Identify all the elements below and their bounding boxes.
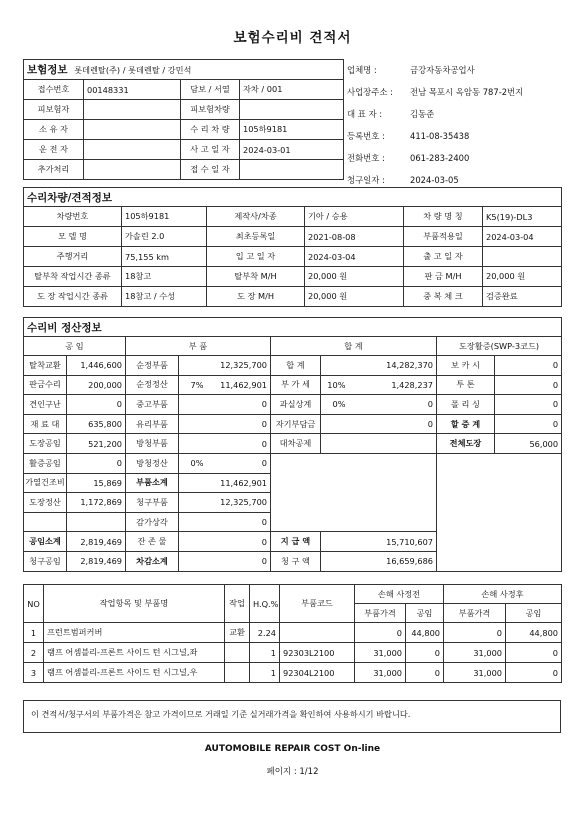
vehicle-value (483, 247, 562, 267)
labor-label: 활증공임 (24, 453, 67, 473)
parts-pct (179, 551, 207, 571)
total-value: 0 (349, 414, 437, 434)
vehicle-value: 75,155 km (122, 247, 207, 267)
items-table (23, 584, 562, 683)
vehicle-value: 18참고 (122, 267, 207, 287)
parts-value: 0 (207, 512, 271, 532)
labor-value: 635,800 (67, 414, 126, 434)
col-after: 손해 사정후 (444, 585, 562, 604)
item-after-labor: 44,800 (506, 623, 562, 643)
total-pct (321, 532, 349, 552)
vehicle-value: 105하9181 (122, 207, 207, 227)
col-after-labor: 공임 (506, 604, 562, 623)
item-hq: 1 (250, 643, 280, 663)
insurance-row (24, 140, 344, 160)
company-value: 2024-03-05 (410, 175, 459, 185)
vehicle-label: 탈부착 작업시간 종류 (24, 267, 122, 287)
vehicle-row (24, 267, 562, 287)
parts-label: 순정정산 (126, 375, 179, 395)
company-row (344, 125, 564, 147)
parts-value: 12,325,700 (207, 493, 271, 513)
paint-label: 폴 리 싱 (437, 395, 495, 415)
col-before-labor: 공임 (406, 604, 444, 623)
parts-label: 차감소계 (126, 551, 179, 571)
parts-label: 순정부품 (126, 356, 179, 376)
paint-empty (437, 453, 562, 571)
total-value: 15,710,607 (349, 532, 437, 552)
total-empty (271, 453, 437, 531)
item-name: 프런트범퍼커버 (44, 623, 225, 643)
col-before: 손해 사정전 (355, 585, 444, 604)
labor-label: 도장공임 (24, 434, 67, 454)
labor-value: 0 (67, 395, 126, 415)
labor-value: 0 (67, 453, 126, 473)
company-value: 061-283-2400 (410, 153, 470, 163)
insurance-label: 운 전 자 (24, 140, 84, 160)
parts-label: 잔 존 물 (126, 532, 179, 552)
labor-value (67, 512, 126, 532)
parts-label: 중고부품 (126, 395, 179, 415)
parts-label: 청구부품 (126, 493, 179, 513)
vehicle-row (24, 247, 562, 267)
paint-label: 투 톤 (437, 375, 495, 395)
parts-value: 11,462,901 (207, 473, 271, 493)
parts-label: 유리부품 (126, 414, 179, 434)
parts-pct (179, 512, 207, 532)
parts-pct: 0% (179, 453, 207, 473)
insurance-row (24, 80, 344, 100)
vehicle-value: 20,000 원 (305, 287, 404, 307)
paint-label: 할 증 계 (437, 414, 495, 434)
vehicle-row (24, 287, 562, 307)
company-label: 대 표 자 : (347, 109, 383, 119)
insurance-label: 접수번호 (24, 80, 84, 100)
col-after-price: 부품가격 (444, 604, 506, 623)
total-pct (321, 434, 349, 454)
parts-label: 감가상각 (126, 512, 179, 532)
item-hq: 2.24 (250, 623, 280, 643)
vehicle-label: 도 장 M/H (207, 287, 305, 307)
insurance-info-table (23, 59, 344, 180)
company-value: 김동준 (410, 109, 435, 119)
item-work (225, 643, 250, 663)
total-pct (321, 414, 349, 434)
insurance-value (84, 100, 181, 120)
vehicle-value: 가솔린 2.0 (122, 227, 207, 247)
col-before-price: 부품가격 (355, 604, 406, 623)
vehicle-label: 출 고 일 자 (404, 247, 483, 267)
total-pct (321, 356, 349, 376)
total-label: 과실상계 (271, 395, 321, 415)
item-after-price: 31,000 (444, 663, 506, 683)
parts-pct (179, 434, 207, 454)
col-work: 작업 (225, 585, 250, 623)
labor-label: 판금수리 (24, 375, 67, 395)
insurance-label: 피보험자 (24, 100, 84, 120)
paint-value: 0 (495, 395, 562, 415)
company-value: 전남 목포시 옥암동 787-2번지 (410, 87, 524, 97)
item-code: 92303L2100 (280, 643, 355, 663)
item-before-price: 0 (355, 623, 406, 643)
item-after-labor: 0 (506, 643, 562, 663)
document-title: 보험수리비 견적서 (233, 30, 352, 46)
total-pct (321, 551, 349, 571)
vehicle-label: 제작사/차종 (207, 207, 305, 227)
col-name: 작업항목 및 부품명 (44, 585, 225, 623)
insurance-label: 담보 / 서열 (181, 80, 240, 100)
vehicle-label: 도 장 작업시간 종류 (24, 287, 122, 307)
vehicle-label: 중 복 체 크 (404, 287, 483, 307)
labor-label: 공임소계 (24, 532, 67, 552)
paint-header: 도장활증(SWP-3코드) (437, 337, 562, 356)
price-notice: 이 견적서/청구서의 부품가격은 참고 가격이므로 거래일 기준 실거래가격을 확인하여 사용하시기 바랍니다. (23, 700, 561, 733)
insurance-label: 소 유 자 (24, 120, 84, 140)
item-name: 램프 어셈블리-프론트 사이드 턴 시그널,우 (44, 663, 225, 683)
company-row (344, 81, 564, 103)
vehicle-label: 모 델 명 (24, 227, 122, 247)
total-label: 지 급 액 (271, 532, 321, 552)
company-label: 청구일자 : (347, 175, 385, 185)
parts-label: 부품소계 (126, 473, 179, 493)
total-value (349, 434, 437, 454)
item-row (24, 643, 562, 663)
vehicle-label: 최초등록일 (207, 227, 305, 247)
item-hq: 1 (250, 663, 280, 683)
labor-label: 도장정산 (24, 493, 67, 513)
col-hq: H.Q.% (250, 585, 280, 623)
insurance-label: 추가처리 (24, 160, 84, 180)
labor-header: 공 임 (24, 337, 126, 356)
insurance-value: 00148331 (84, 80, 181, 100)
item-row (24, 623, 562, 643)
total-value: 16,659,686 (349, 551, 437, 571)
labor-value: 15,869 (67, 473, 126, 493)
vehicle-row (24, 227, 562, 247)
vehicle-value: 기아 / 승용 (305, 207, 404, 227)
items-section (23, 584, 562, 683)
vehicle-value: K5(19)-DL3 (483, 207, 562, 227)
settlement-header (24, 318, 562, 337)
total-value: 14,282,370 (349, 356, 437, 376)
parts-pct (179, 356, 207, 376)
company-label: 사업장주소 : (347, 87, 393, 97)
vehicle-value: 2024-03-04 (483, 227, 562, 247)
parts-pct (179, 414, 207, 434)
insurance-section-title: 보험정보 (27, 64, 68, 76)
total-header: 합 계 (271, 337, 437, 356)
parts-label: 방청정산 (126, 453, 179, 473)
paint-label: 보 카 시 (437, 356, 495, 376)
labor-value: 521,200 (67, 434, 126, 454)
item-code (280, 623, 355, 643)
insurance-label: 수 리 차 량 (181, 120, 240, 140)
parts-pct (179, 532, 207, 552)
settlement-row (24, 453, 562, 473)
company-info-table (344, 59, 564, 191)
item-after-price: 0 (444, 623, 506, 643)
total-label: 자기부담금 (271, 414, 321, 434)
company-value: 411-08-35438 (410, 131, 470, 141)
parts-header: 부 품 (126, 337, 271, 356)
company-label: 등록번호 : (347, 131, 385, 141)
insurance-row (24, 160, 344, 180)
labor-value: 2,819,469 (67, 532, 126, 552)
labor-label: 청구공임 (24, 551, 67, 571)
item-after-price: 31,000 (444, 643, 506, 663)
settlement-row (24, 375, 562, 395)
settlement-row (24, 434, 562, 454)
total-value: 1,428,237 (349, 375, 437, 395)
vehicle-table (23, 187, 562, 307)
insurance-value (240, 160, 344, 180)
labor-value: 200,000 (67, 375, 126, 395)
item-before-price: 31,000 (355, 663, 406, 683)
labor-label: 탈착교환 (24, 356, 67, 376)
labor-value: 2,819,469 (67, 551, 126, 571)
col-code: 부품코드 (280, 585, 355, 623)
total-pct: 10% (321, 375, 349, 395)
item-no: 2 (24, 643, 44, 663)
parts-value: 0 (207, 434, 271, 454)
insurance-value (84, 160, 181, 180)
insurance-value (240, 100, 344, 120)
parts-value: 0 (207, 395, 271, 415)
item-name: 램프 어셈블리-프론트 사이드 턴 시그널,좌 (44, 643, 225, 663)
company-row (344, 147, 564, 169)
vehicle-value: 20,000 원 (483, 267, 562, 287)
labor-label: 견인구난 (24, 395, 67, 415)
vehicle-value: 18참고 / 수성 (122, 287, 207, 307)
vehicle-label: 입 고 일 자 (207, 247, 305, 267)
vehicle-label: 주행거리 (24, 247, 122, 267)
vehicle-label: 부품적용일 (404, 227, 483, 247)
vehicle-label: 판 금 M/H (404, 267, 483, 287)
item-work (225, 663, 250, 683)
company-label: 업체명 : (347, 65, 377, 75)
total-label: 부 가 세 (271, 375, 321, 395)
company-value: 금강자동차공업사 (410, 65, 475, 75)
vehicle-label: 탈부착 M/H (207, 267, 305, 287)
insurance-header (24, 60, 344, 80)
settlement-section (23, 317, 562, 572)
vehicle-section (23, 187, 562, 307)
parts-value: 0 (207, 551, 271, 571)
paint-value: 0 (495, 375, 562, 395)
insurance-value: 2024-03-01 (240, 140, 344, 160)
total-label: 청 구 액 (271, 551, 321, 571)
paint-value: 0 (495, 414, 562, 434)
insurance-label: 접 수 일 자 (181, 160, 240, 180)
insurance-value: 105하9181 (240, 120, 344, 140)
total-value: 0 (349, 395, 437, 415)
paint-value: 56,000 (495, 434, 562, 454)
total-label: 합 계 (271, 356, 321, 376)
item-work: 교환 (225, 623, 250, 643)
settlement-row (24, 414, 562, 434)
vehicle-value: 2021-08-08 (305, 227, 404, 247)
insurance-row (24, 120, 344, 140)
insurance-value (84, 140, 181, 160)
settlement-table (23, 317, 562, 572)
labor-label: 재 료 대 (24, 414, 67, 434)
parts-value: 0 (207, 414, 271, 434)
parts-pct (179, 395, 207, 415)
insurance-label: 피보험차량 (181, 100, 240, 120)
vehicle-header (24, 188, 562, 207)
col-no: NO (24, 585, 44, 623)
parts-pct (179, 493, 207, 513)
company-row (344, 103, 564, 125)
settlement-row (24, 395, 562, 415)
insurance-label: 사 고 일 자 (181, 140, 240, 160)
insurance-info-section (23, 59, 344, 180)
parts-value: 11,462,901 (207, 375, 271, 395)
settlement-row (24, 356, 562, 376)
total-pct: 0% (321, 395, 349, 415)
vehicle-section-title: 수리차량/견적정보 (27, 191, 112, 204)
labor-value: 1,172,869 (67, 493, 126, 513)
item-before-labor: 0 (406, 663, 444, 683)
parts-value: 0 (207, 532, 271, 552)
labor-label: 가열건조비 (24, 473, 67, 493)
parts-value: 0 (207, 453, 271, 473)
insurance-row (24, 100, 344, 120)
vehicle-label: 차 량 명 칭 (404, 207, 483, 227)
company-row (344, 59, 564, 81)
footer-title: AUTOMOBILE REPAIR COST On-line (204, 744, 381, 754)
vehicle-value: 2024-03-04 (305, 247, 404, 267)
item-before-price: 31,000 (355, 643, 406, 663)
parts-value: 12,325,700 (207, 356, 271, 376)
parts-label: 방청부품 (126, 434, 179, 454)
item-row (24, 663, 562, 683)
company-label: 전화번호 : (347, 153, 385, 163)
page-number: 페이지 : 1/12 (266, 767, 319, 777)
labor-label (24, 512, 67, 532)
item-before-labor: 0 (406, 643, 444, 663)
item-no: 1 (24, 623, 44, 643)
parts-pct (179, 473, 207, 493)
insurance-value (84, 120, 181, 140)
paint-value: 0 (495, 356, 562, 376)
vehicle-value: 검증완료 (483, 287, 562, 307)
insurance-value: 자차 / 001 (240, 80, 344, 100)
vehicle-label: 차량번호 (24, 207, 122, 227)
settlement-section-title: 수리비 정산정보 (27, 321, 102, 334)
company-info-section (344, 59, 564, 191)
item-no: 3 (24, 663, 44, 683)
vehicle-row (24, 207, 562, 227)
total-label: 대차공제 (271, 434, 321, 454)
parts-pct: 7% (179, 375, 207, 395)
item-before-labor: 44,800 (406, 623, 444, 643)
labor-value: 1,446,600 (67, 356, 126, 376)
item-after-labor: 0 (506, 663, 562, 683)
insurance-section-value: 롯데렌탈(주) / 롯데렌탈 / 강민석 (74, 65, 192, 75)
paint-label: 전체도장 (437, 434, 495, 454)
item-code: 92304L2100 (280, 663, 355, 683)
vehicle-value: 20,000 원 (305, 267, 404, 287)
